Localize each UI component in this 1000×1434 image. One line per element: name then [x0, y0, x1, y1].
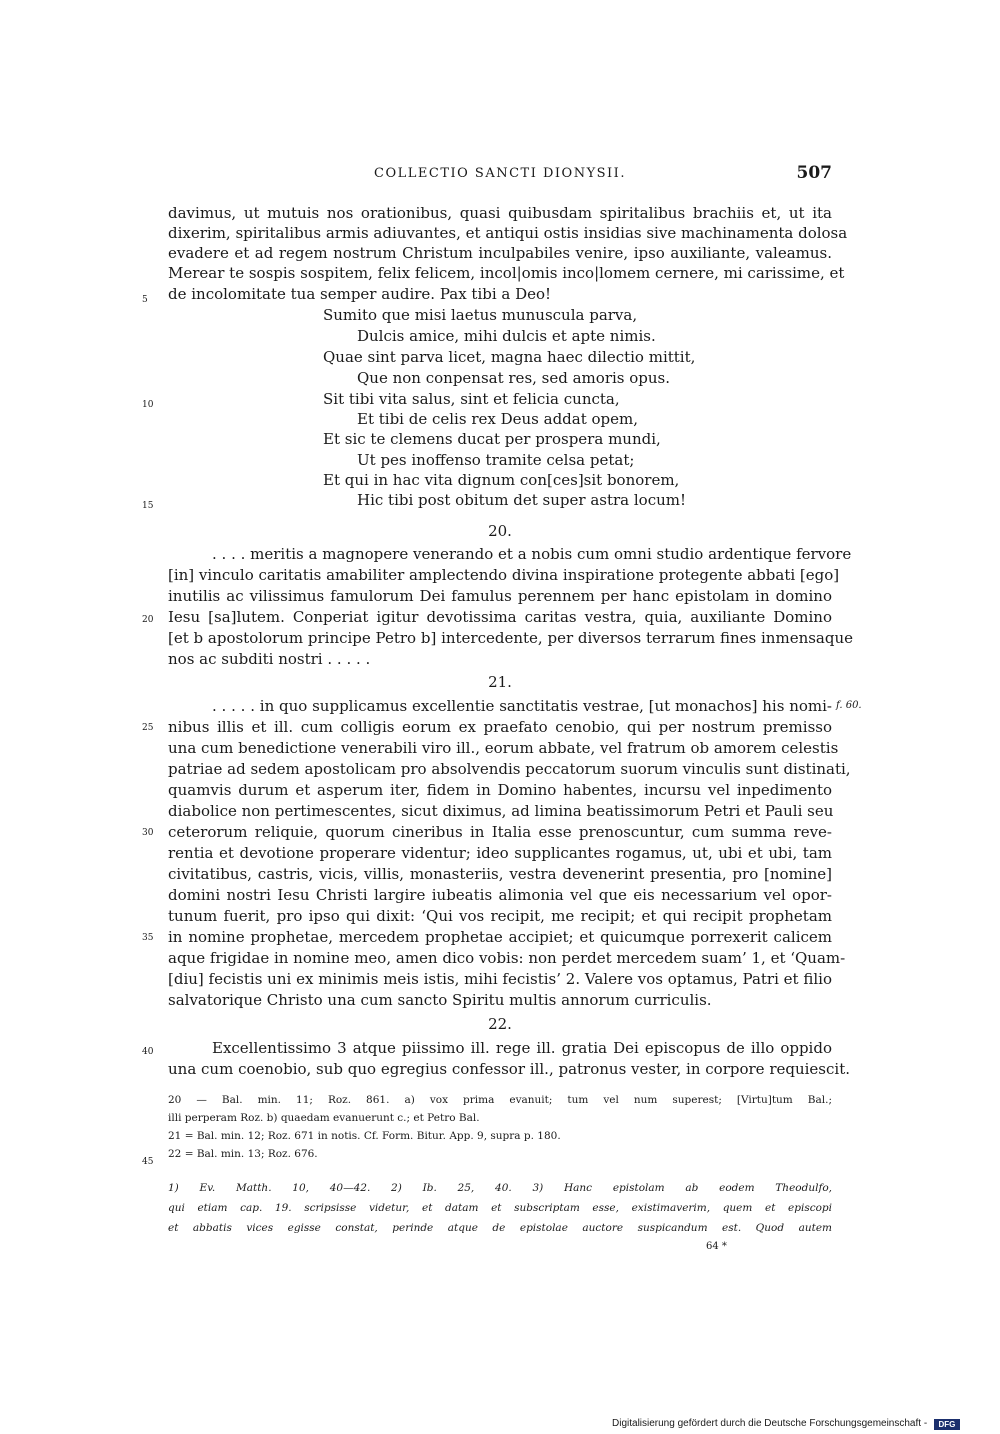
apparatus-line: 21 = Bal. min. 12; Roz. 671 in notis. Cf. Form. Bitur. App. 9, supra p. 180. [168, 1130, 561, 1142]
poem-line: Et qui in hac vita dignum con[ces]sit bonorem, [323, 471, 680, 489]
footer-text: Digitalisierung gefördert durch die Deutsche Forschungsgemeinschaft - [612, 1418, 928, 1429]
running-head [168, 163, 832, 190]
text-line: [in] vinculo caritatis amabiliter amplectendo divina inspiratione protegente abbati [ego] [168, 566, 840, 584]
text-line: nibus illis et ill. cum colligis eorum ex praefato cenobio, qui per nostrum premisso [168, 718, 832, 736]
text-line: quamvis durum et asperum iter, fidem in Domino habentes, incursu vel inpedimento [168, 781, 832, 799]
line-number: 40 [142, 1047, 154, 1057]
line-number: 5 [142, 295, 148, 305]
line-number: 25 [142, 723, 154, 733]
footnote-line: 1) Ev. Matth. 10, 40—42. 2) Ib. 25, 40. 3) Hanc epistolam ab eodem Theodulfo, [168, 1182, 832, 1194]
text-line: rentia et devotione properare videntur; ideo supplicantes rogamus, ut, ubi et ubi, tam [168, 844, 832, 862]
poem-line: Dulcis amice, mihi dulcis et apte nimis. [357, 327, 656, 345]
text-line: [diu] fecistis uni ex minimis meis istis, mihi fecistis’ 2. Valere vos optamus, Patri et filio [168, 970, 832, 988]
poem-line: Ut pes inoffenso tramite celsa petat; [357, 451, 635, 469]
line-number: 35 [142, 933, 154, 943]
folio-reference: f. 60. [836, 700, 862, 711]
line-number: 30 [142, 828, 154, 838]
text-line: domini nostri Iesu Christi largire iubeatis alimonia vel que eis necessarium vel opor- [168, 886, 832, 904]
text-line: Merear te sospis sospitem, felix felicem, incol|omis inco|lomem cernere, mi carissime, et [168, 264, 845, 282]
line-number: 45 [142, 1157, 154, 1167]
text-line: civitatibus, castris, vicis, villis, monasteriis, vestra devenerint presentia, pro [nomine] [168, 865, 832, 883]
poem-line: Sit tibi vita salus, sint et felicia cuncta, [323, 390, 620, 408]
section-heading-21: 21. [488, 673, 512, 691]
text-line: . . . . meritis a magnopere venerando et a nobis cum omni studio ardentique fervore [212, 545, 852, 563]
text-line: davimus, ut mutuis nos orationibus, quasi quibusdam spiritalibus brachiis et, ut ita [168, 204, 832, 222]
line-number: 15 [142, 501, 154, 511]
section-heading-20: 20. [488, 522, 512, 540]
text-line: una cum coenobio, sub quo egregius confessor ill., patronus vester, in corpore requiescit. [168, 1060, 851, 1078]
line-number: 10 [142, 400, 154, 410]
text-line: [et b apostolorum principe Petro b] intercedente, per diversos terrarum fines inmensaque [168, 629, 854, 647]
page-number: 507 [796, 163, 832, 183]
text-line: de incolomitate tua semper audire. Pax tibi a Deo! [168, 285, 552, 303]
text-line: patriae ad sedem apostolicam pro absolvendis peccatorum suorum vinculis sunt distinati, [168, 760, 851, 778]
footnote-line: et abbatis vices egisse constat, perinde atque de epistolae auctore suspicandum est. Quod autem [168, 1222, 832, 1234]
text-line: nos ac subditi nostri . . . . . [168, 650, 371, 668]
poem-line: Que non conpensat res, sed amoris opus. [357, 369, 671, 387]
footnote-line: qui etiam cap. 19. scripsisse videtur, et datam et subscriptam esse, existimaverim, quem et episcopi [168, 1202, 832, 1214]
text-line: salvatorique Christo una cum sancto Spiritu multis annorum curriculis. [168, 991, 712, 1009]
text-line: diabolice non pertimescentes, sicut diximus, ad limina beatissimorum Petri et Pauli seu [168, 802, 834, 820]
running-title: COLLECTIO SANCTI DIONYSII. [374, 166, 626, 181]
printer-signature: 64 * [706, 1241, 727, 1252]
text-line: Iesu [sa]lutem. Conperiat igitur devotissima caritas vestra, quia, auxiliante Domino [168, 608, 832, 626]
text-line: . . . . . in quo supplicamus excellentie sanctitatis vestrae, [ut monachos] his nomi- [212, 697, 832, 715]
text-line: ceterorum reliquie, quorum cineribus in Italia esse prenoscuntur, cum summa reve- [168, 823, 832, 841]
poem-line: Et tibi de celis rex Deus addat opem, [357, 410, 639, 428]
apparatus-line: 20 — Bal. min. 11; Roz. 861. a) vox prima evanuit; tum vel num superest; [Virtu]tum Bal.; [168, 1094, 832, 1106]
section-heading-22: 22. [488, 1015, 512, 1033]
digitization-footer [612, 1418, 960, 1430]
text-line: inutilis ac vilissimus famulorum Dei famulus perennem per hanc epistolam in domino [168, 587, 832, 605]
text-line: aque frigidae in nomine meo, amen dico vobis: non perdet mercedem suam’ 1, et ‘Quam- [168, 949, 846, 967]
text-line: dixerim, spiritalibus armis adiuvantes, et antiqui ostis insidias sive machinamenta dolosa [168, 224, 848, 242]
text-line: evadere et ad regem nostrum Christum inculpabiles venire, ipso auxiliante, valeamus. [168, 244, 832, 262]
poem-line: Et sic te clemens ducat per prospera mundi, [323, 430, 661, 448]
text-line: una cum benedictione venerabili viro ill., eorum abbate, vel fratrum ob amorem celestis [168, 739, 839, 757]
dfg-logo[interactable]: DFG [934, 1419, 960, 1430]
poem-line: Hic tibi post obitum det super astra locum! [357, 491, 687, 509]
line-number: 20 [142, 615, 154, 625]
poem-line: Quae sint parva licet, magna haec dilectio mittit, [323, 348, 696, 366]
text-line: tunum fuerit, pro ipso qui dixit: ‘Qui vos recipit, me recipit; et qui recipit prophetam [168, 907, 832, 925]
apparatus-line: illi perperam Roz. b) quaedam evanuerunt c.; et Petro Bal. [168, 1112, 480, 1124]
text-line: Excellentissimo 3 atque piissimo ill. rege ill. gratia Dei episcopus de illo oppido [212, 1039, 832, 1057]
poem-line: Sumito que misi laetus munuscula parva, [323, 306, 638, 324]
text-line: in nomine prophetae, mercedem prophetae accipiet; et quicumque porrexerit calicem [168, 928, 832, 946]
apparatus-line: 22 = Bal. min. 13; Roz. 676. [168, 1148, 318, 1160]
